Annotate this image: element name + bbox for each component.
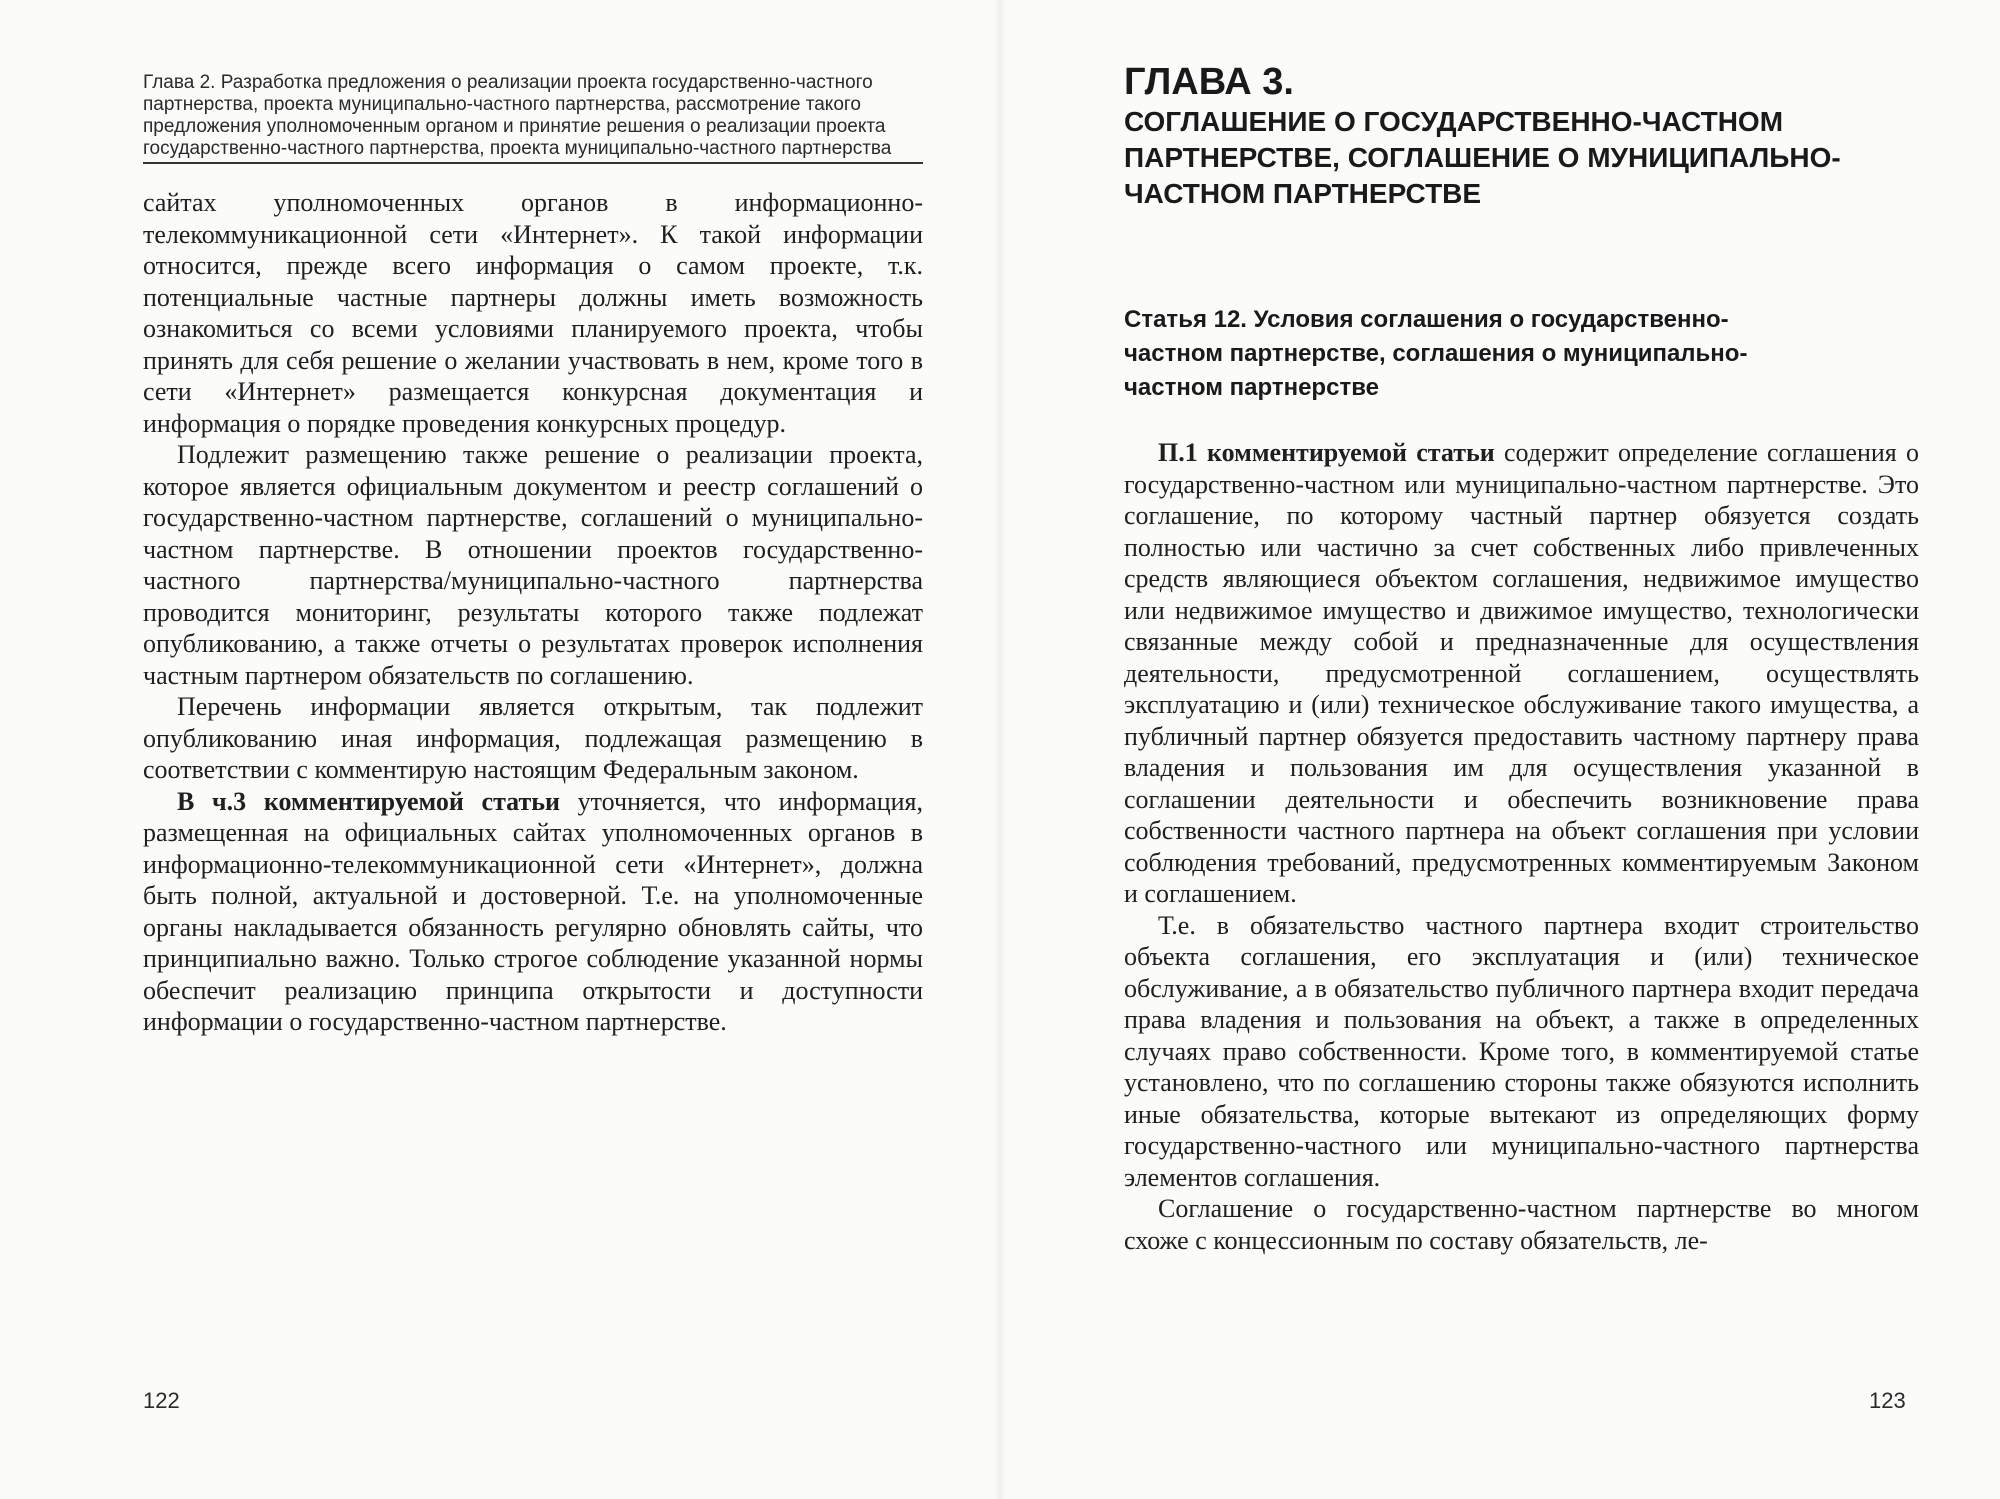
page-number: 123	[1869, 1388, 1906, 1413]
left-page-body	[143, 187, 923, 1038]
running-head-line: государственно-частного партнерства, проекта муниципально-частного партнерства	[143, 138, 892, 159]
paragraph-text: Соглашение о государственно-частном партнерстве во многом схоже с концессионным по составу обязательств, ле-	[1124, 1194, 1919, 1255]
running-head	[143, 72, 923, 160]
paragraph-text: Подлежит размещению также решение о реализации проекта, которое является официальным документом и реестр соглашений о государственно-частном партнерстве, соглашений о муниципально-частном партнерстве. В отношении проектов государственно-частного партнерства/муниципально-частного партнерства проводится мониторинг, результаты которого также подлежат опубликованию, а также отчеты о результатах проверок исполнения частным партнером обязательств по соглашению.	[143, 440, 923, 690]
paragraph-text: Перечень информации является открытым, так подлежит опубликованию иная информация, подлежащая размещению в соответствии с комментирую настоящим Федеральным законом.	[143, 692, 923, 784]
paragraph-text: сайтах уполномоченных органов в информационно-телекоммуникационной сети «Интернет». К такой информации относится, прежде всего информация о самом проекте, т.к. потенциальные частные партнеры должны иметь возможность ознакомиться со всеми условиями планируемого проекта, чтобы принять для себя решение о желании участвовать в нем, кроме того в сети «Интернет» размещается конкурсная документация и информация о порядке проведения конкурсных процедур.	[143, 188, 923, 438]
paragraph	[143, 439, 923, 691]
paragraph	[143, 187, 923, 439]
article-heading	[1124, 303, 1924, 405]
paragraph	[143, 691, 923, 786]
article-heading-line: частном партнерстве	[1124, 374, 1379, 401]
running-head-line: партнерства, проекта муниципально-частного партнерства, рассмотрение такого	[143, 94, 861, 115]
paragraph	[1124, 437, 1919, 910]
paragraph-text: содержит определение соглашения о государственно-частном или муниципально-частном партнерстве. Это соглашение, по которому частный партнер обязуется создать полностью или частично за счет собственных либо привлеченных средств являющиеся объектом соглашения, недвижимое имущество или недвижимое имущество и движимое имущество, технологически связанные между собой и предназначенные для осуществления деятельности, предусмотренной соглашением, осуществлять эксплуатацию и (или) техническое обслуживание такого имущества, а публичный партнер обязуется предоставить частному партнеру права владения и пользования им для осуществления указанной в соглашении деятельности и обеспечить возникновение права собственности частного партнера на объект соглашения при условии соблюдения требований, предусмотренных комментируемым Законом и соглашением.	[1124, 438, 1919, 908]
paragraph-text: уточняется, что информация, размещенная на официальных сайтах уполномоченных органов в информационно-телекоммуникационной сети «Интернет», должна быть полной, актуальной и достоверной. Т.е. на уполномоченные органы накладывается обязанность регулярно обновлять сайты, что принципиально важно. Только строгое соблюдение указанной нормы обеспечит реализацию принципа открытости и доступности информации о государственно-частном партнерстве.	[143, 786, 923, 1036]
running-head-line: предложения уполномоченным органом и принятие решения о реализации проекта	[143, 116, 886, 137]
running-head-rule	[143, 162, 923, 164]
paragraph-bold-lead: В ч.3 комментируемой статьи	[177, 786, 560, 816]
paragraph-text: Т.е. в обязательство частного партнера входит строительство объекта соглашения, его эксплуатация и (или) техническое обслуживание, а в обязательство публичного партнера входит передача права владения и пользования на объект, а также в определенных случаях право собственности. Кроме того, в комментируемой статье установлено, что по соглашению стороны также обязуются исполнить иные обязательства, которые вытекают из определяющих форму государственно-частного или муниципально-частного партнерства элементов соглашения.	[1124, 910, 1919, 1192]
chapter-title-line: ЧАСТНОМ ПАРТНЕРСТВЕ	[1124, 178, 1482, 209]
article-heading-line: частном партнерстве, соглашения о муниципально-	[1124, 340, 1748, 367]
paragraph	[143, 786, 923, 1038]
chapter-heading	[1124, 60, 1924, 212]
paragraph	[1124, 910, 1919, 1194]
paragraph-bold-lead: П.1 комментируемой статьи	[1158, 438, 1495, 467]
chapter-number: ГЛАВА 3.	[1124, 61, 1294, 103]
page-number: 122	[143, 1388, 180, 1413]
running-head-line: Глава 2. Разработка предложения о реализации проекта государственно-частного	[143, 72, 873, 93]
article-heading-line: Статья 12. Условия соглашения о государственно-	[1124, 306, 1729, 333]
chapter-title-line: ПАРТНЕРСТВЕ, СОГЛАШЕНИЕ О МУНИЦИПАЛЬНО-	[1124, 142, 1841, 173]
right-page-body	[1124, 437, 1919, 1256]
chapter-title-line: СОГЛАШЕНИЕ О ГОСУДАРСТВЕННО-ЧАСТНОМ	[1124, 106, 1784, 137]
paragraph	[1124, 1193, 1919, 1256]
